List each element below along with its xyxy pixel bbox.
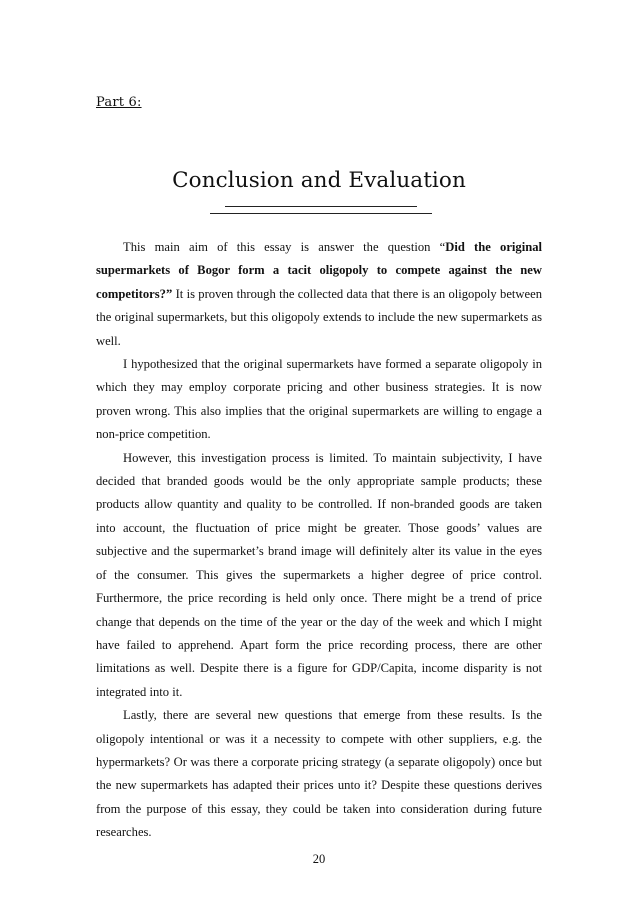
heading-underline-lower <box>210 213 432 214</box>
page-number: 20 <box>312 852 326 866</box>
body-text <box>96 236 542 845</box>
research-question: Did the original supermarkets of Bogor form a tacit oligopoly to compete against the new competitors?” <box>96 240 542 301</box>
section-heading: Conclusion and Evaluation <box>172 168 466 193</box>
paragraph-1-intro: This main aim of this essay is answer the question “ <box>123 240 446 254</box>
paragraph-4: Lastly, there are several new questions that emerge from these results. Is the oligopoly intentional or was it a necessity to compete with other suppliers, e.g. the hypermarkets? Or was there a corporate pricing strategy (a separate oligopoly) once but the new supermarkets has adapted their prices unto it? Despite these questions derives from the purpose of this essay, they could be taken into consideration during future researches. <box>96 708 542 840</box>
heading-underline-upper <box>225 206 417 207</box>
paragraph-3: However, this investigation process is limited. To maintain subjectivity, I have decided that branded goods would be the only appropriate sample products; these products allow quantity and quality to be controlled. If non-branded goods are taken into account, the fluctuation of price might be greater. Those goods’ values are subjective and the supermarket’s brand image will definitely alter its value in the eyes of the consumer. This gives the supermarkets a higher degree of price control. Furthermore, the price recording is held only once. There might be a trend of price change that depends on the time of the year or the day of the week and which I might have failed to apprehend. Apart form the price recording process, there are other limitations as well. Despite there is a figure for GDP/Capita, income disparity is not integrated into it. <box>96 450 542 699</box>
paragraph-1-rest: It is proven through the collected data that there is an oligopoly between the original supermarkets, but this oligopoly extends to include the new supermarkets as well. <box>96 286 542 348</box>
part-label: Part 6: <box>96 95 142 110</box>
paragraph-2: I hypothesized that the original supermarkets have formed a separate oligopoly in which they may employ corporate pricing and other business strategies. It is now proven wrong. This also implies that the original supermarkets are willing to engage a non-price competition. <box>96 357 542 442</box>
paragraph-1 <box>96 236 542 353</box>
